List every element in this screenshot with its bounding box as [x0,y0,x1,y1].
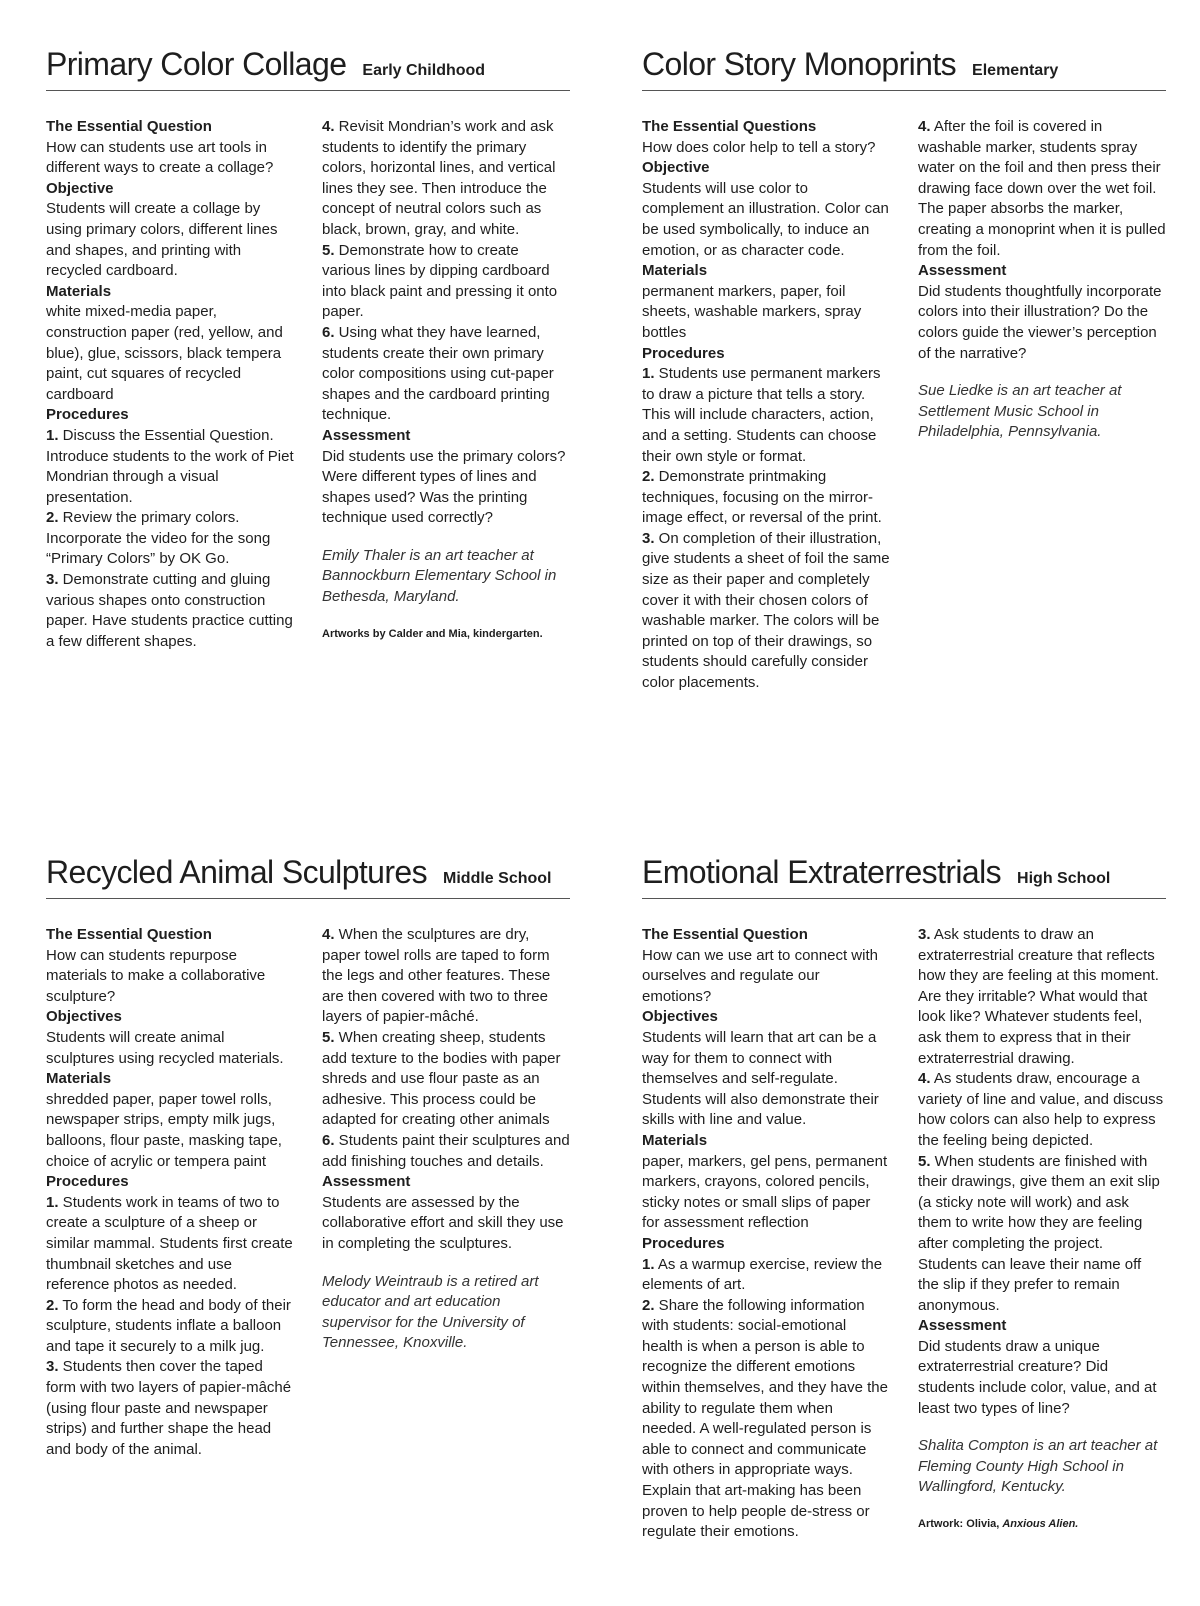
step-number: 3. [46,571,59,589]
lesson-header [642,854,1166,899]
step-text: Students work in teams of two to create a sculpture of a sheep or similar mammal. Students first create thumbnail sketches and use reference photos as needed. [46,1193,293,1294]
essential-heading: The Essential Questions [642,118,817,135]
assessment-text: Did students thoughtfully incorporate colors into their illustration? Do the colors guide the viewer’s perception of the narrative? [918,282,1162,362]
lesson-title: Emotional Extraterrestrials [642,854,1002,890]
assessment-heading: Assessment [918,1317,1007,1335]
procedure-step [322,1028,570,1131]
artwork-credit [918,1517,1166,1531]
step-number: 3. [642,529,655,547]
step-number: 4. [918,1070,931,1088]
step-number: 5. [322,241,335,259]
materials-heading: Materials [642,1131,708,1149]
step-text: As a warmup exercise, review the elements of art. [642,1255,883,1294]
lesson-primary-color-collage [46,46,570,652]
step-text: Ask students to draw an extraterrestrial creature that reflects how they are feeling at this moment. Are they irritable? What would that look like? Whatever students feel, ask them to express that in their extraterrestrial drawing. [918,926,1159,1067]
essential-heading: The Essential Question [46,926,212,943]
step-number: 2. [642,468,655,486]
step-number: 1. [642,365,655,383]
grade-level: High School [1017,870,1111,887]
lesson-title: Color Story Monoprints [642,46,957,82]
column-right [322,117,570,652]
materials-heading: Materials [46,1070,112,1088]
step-number: 1. [46,426,59,444]
step-text: Using what they have learned, students create their own primary color compositions using cut-paper shapes and the cardboard printing technique. [322,323,554,424]
step-text: After the foil is covered in washable marker, students spray water on the foil and then press their drawing face down over the wet foil. The paper absorbs the marker, creating a monoprint when it is pulled from the foil. [918,118,1166,259]
author-byline: Shalita Compton is an art teacher at Fleming County High School in Wallingford, Kentucky. [918,1437,1158,1496]
procedure-step [642,529,890,694]
step-number: 6. [322,323,335,341]
assessment-text: Did students use the primary colors? Were different types of lines and shapes used? Was the printing technique used correctly? [322,447,566,527]
essential-heading: The Essential Question [46,118,212,135]
procedure-step [642,467,890,529]
procedure-step [46,426,294,508]
objective-text: Students will create a collage by using primary colors, different lines and shapes, and printing with recycled cardboard. [46,200,278,280]
procedures-heading: Procedures [46,1173,129,1191]
essential-heading: The Essential Question [642,926,808,943]
step-text: Students paint their sculptures and add finishing touches and details. [322,1131,570,1170]
objective-text: Students will create animal sculptures using recycled materials. [46,1028,284,1067]
essential-text: How does color help to tell a story? [642,138,876,156]
artwork-credit: Artworks by Calder and Mia, kindergarten. [322,627,543,640]
procedure-step [918,117,1166,261]
step-number: 5. [322,1028,335,1046]
step-text: Students use permanent markers to draw a picture that tells a story. This will include characters, action, and a setting. Students can choose their own style or format. [642,365,881,465]
procedure-step [642,1255,890,1296]
procedure-step [322,323,570,426]
objective-heading: Objective [46,179,114,197]
lesson-header [642,46,1166,91]
step-number: 2. [46,509,59,527]
essential-text: How can students use art tools in different ways to create a collage? [46,138,274,177]
step-text: Share the following information with students: social-emotional health is when a person is able to recognize the different emotions within themselves, and they have the ability to regulate them when needed. A well-regulated person is able to connect and communicate with others in appropriate ways. Explain that art-making has been proven to help people de-stress or regulate their emotions. [642,1296,888,1541]
procedure-step [322,117,570,241]
materials-text: white mixed-media paper, construction paper (red, yellow, and blue), glue, scissors, black tempera paint, cut squares of recycled cardboard [46,303,283,403]
assessment-text: Did students draw a unique extraterrestrial creature? Did students include color, value, and at least two types of line? [918,1337,1157,1417]
materials-heading: Materials [642,262,708,280]
objective-heading: Objective [642,159,710,177]
assessment-heading: Assessment [322,1173,411,1191]
procedure-step [918,1069,1166,1151]
procedure-step [322,241,570,323]
objective-heading: Objectives [642,1008,718,1026]
assessment-heading: Assessment [918,262,1007,280]
procedure-step [642,1296,890,1543]
procedure-step [322,925,570,1028]
procedures-heading: Procedures [642,1234,725,1252]
column-left [642,117,890,694]
objective-heading: Objectives [46,1008,122,1026]
procedure-step [46,1193,294,1296]
procedure-step [46,1357,294,1460]
procedure-step [918,925,1166,1069]
procedure-step [46,508,294,570]
step-number: 3. [46,1358,59,1376]
step-number: 4. [322,926,335,943]
step-text: To form the head and body of their sculpture, students inflate a balloon and tape it securely to a milk jug. [46,1296,291,1355]
column-right [322,925,570,1460]
lesson-header [46,46,570,91]
procedures-heading: Procedures [642,344,725,362]
step-text: When creating sheep, students add texture to the bodies with paper shreds and use flour paste as an adhesive. This process could be adapted for creating other animals [322,1028,561,1129]
author-byline: Sue Liedke is an art teacher at Settlement Music School in Philadelphia, Pennsylvania. [918,382,1122,441]
objective-text: Students will use color to complement an illustration. Color can be used symbolically, to induce an emotion, or as character code. [642,179,889,259]
procedure-step [322,1131,570,1172]
step-number: 2. [642,1296,655,1314]
column-left [642,925,890,1543]
step-number: 5. [918,1152,931,1170]
column-left [46,925,294,1460]
procedure-step [46,1296,294,1358]
step-text: Demonstrate how to create various lines by dipping cardboard into black paint and pressing it onto paper. [322,241,558,321]
step-number: 2. [46,1296,59,1314]
step-text: When students are finished with their drawings, give them an exit slip (a sticky note will work) and ask them to write how they are feeling after completing the project. Students can leave their name off the slip if they prefer to remain anonymous. [918,1152,1160,1314]
essential-text: How can students repurpose materials to make a collaborative sculpture? [46,946,266,1005]
step-number: 3. [918,926,931,943]
step-text: Students then cover the taped form with two layers of papier-mâché (using flour paste and newspaper strips) and further shape the head and body of the animal. [46,1358,292,1458]
step-number: 6. [322,1131,335,1149]
step-text: As students draw, encourage a variety of line and value, and discuss how colors can also help to express the feeling being depicted. [918,1070,1164,1149]
assessment-text: Students are assessed by the collaborative effort and skill they use in completing the sculptures. [322,1193,564,1252]
materials-text: shredded paper, paper towel rolls, newspaper strips, empty milk jugs, balloons, flour paste, masking tape, choice of acrylic or tempera paint [46,1090,282,1170]
step-text: Demonstrate cutting and gluing various shapes onto construction paper. Have students practice cutting a few different shapes. [46,571,293,650]
lesson-recycled-animal-sculptures [46,854,570,1460]
lesson-title: Recycled Animal Sculptures [46,854,428,890]
step-number: 4. [322,118,335,135]
step-text: Discuss the Essential Question. Introduce students to the work of Piet Mondrian through a visual presentation. [46,426,294,506]
lesson-emotional-extraterrestrials [642,854,1166,1543]
step-text: When the sculptures are dry, paper towel rolls are taped to form the legs and other features. These are then covered with two to three layers of papier-mâché. [322,926,551,1026]
step-text: On completion of their illustration, give students a sheet of foil the same size as their paper and completely cover it with their chosen colors of washable marker. The colors will be printed on top of their drawings, so students should carefully consider color placements. [642,529,890,692]
artwork-title: Anxious Alien. [1002,1518,1079,1531]
assessment-heading: Assessment [322,426,411,444]
procedure-step [46,570,294,652]
step-number: 1. [46,1193,59,1211]
procedure-step [642,364,890,467]
objective-text: Students will learn that art can be a way for them to connect with themselves and self-regulate. Students will also demonstrate their skills with line and value. [642,1028,879,1129]
column-left [46,117,294,652]
step-text: Demonstrate printmaking techniques, focusing on the mirror-image effect, or reversal of the print. [642,468,882,527]
column-right [918,925,1166,1543]
essential-text: How can we use art to connect with ourselves and regulate our emotions? [642,946,878,1005]
credit-label: Artwork: Olivia, [918,1518,1003,1531]
procedures-heading: Procedures [46,406,129,424]
grade-level: Elementary [972,62,1059,79]
step-number: 4. [918,118,931,135]
lesson-title: Primary Color Collage [46,46,347,82]
lesson-color-story-monoprints [642,46,1166,694]
step-number: 1. [642,1255,655,1273]
materials-text: paper, markers, gel pens, permanent markers, crayons, colored pencils, sticky notes or small slips of paper for assessment reflection [642,1152,888,1232]
column-right [918,117,1166,694]
materials-text: permanent markers, paper, foil sheets, washable markers, spray bottles [642,282,862,341]
materials-heading: Materials [46,282,112,300]
step-text: Review the primary colors. Incorporate the video for the song “Primary Colors” by OK Go. [46,509,271,568]
grade-level: Middle School [443,870,552,887]
author-byline: Emily Thaler is an art teacher at Bannockburn Elementary School in Bethesda, Maryland. [322,546,557,606]
grade-level: Early Childhood [362,62,486,79]
procedure-step [918,1152,1166,1317]
step-text: Revisit Mondrian’s work and ask students to identify the primary colors, horizontal lines, and vertical lines they see. Then introduce the concept of neutral colors such as black, brown, gray, and white. [322,118,556,238]
author-byline: Melody Weintraub is a retired art educator and art education supervisor for the University of Tennessee, Knoxville. [322,1272,539,1352]
lesson-header [46,854,570,899]
